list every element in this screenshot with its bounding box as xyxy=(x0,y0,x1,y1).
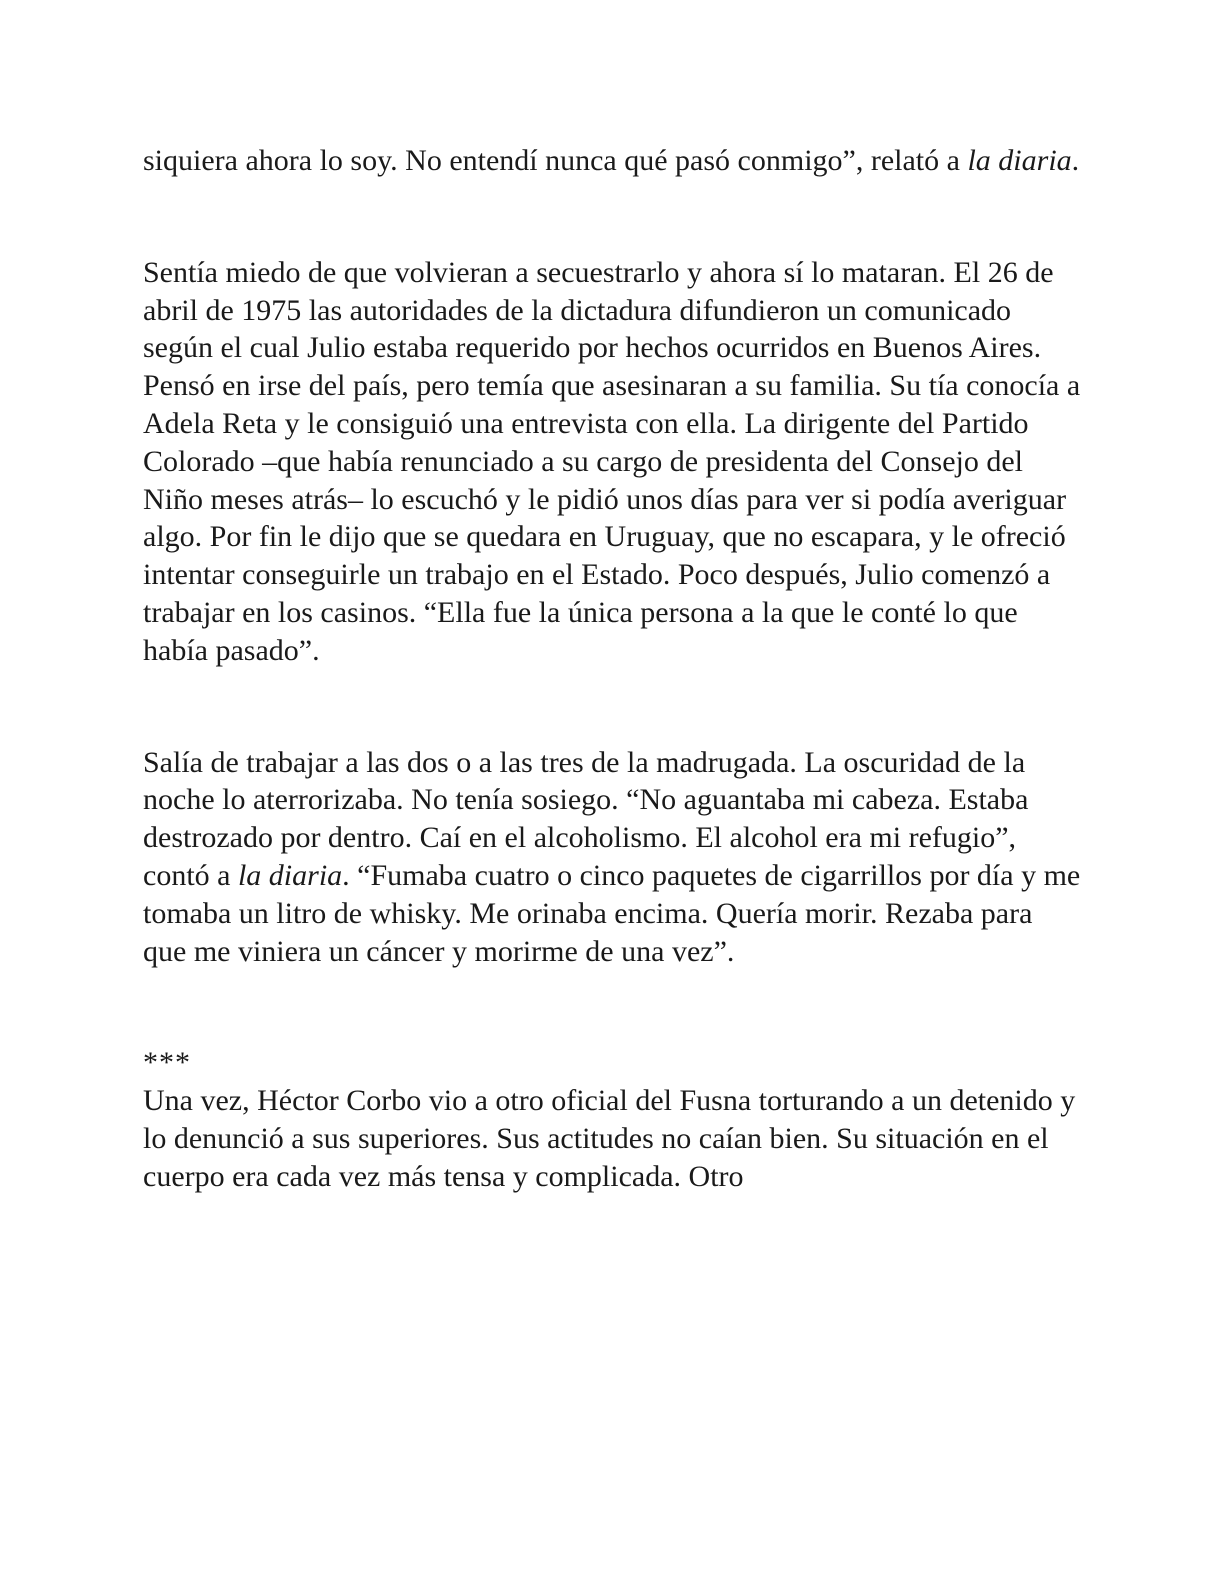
document-page xyxy=(143,142,1083,1196)
paragraph-1-text: siquiera ahora lo soy. No entendí nunca qué pasó conmigo”, relató a xyxy=(143,144,968,177)
paragraph-1 xyxy=(143,142,1083,180)
paragraph-2: Sentía miedo de que volvieran a secuestrarlo y ahora sí lo mataran. El 26 de abril de 1975 las autoridades de la dictadura difundieron un comunicado según el cual Julio estaba requerido por hechos ocurridos en Buenos Aires. Pensó en irse del país, pero temía que asesinaran a su familia. Su tía conocía a Adela Reta y le consiguió una entrevista con ella. La dirigente del Partido Colorado –que había renunciado a su cargo de presidenta del Consejo del Niño meses atrás– lo escuchó y le pidió unos días para ver si podía averiguar algo. Por fin le dijo que se quedara en Uruguay, que no escapara, y le ofreció intentar conseguirle un trabajo en el Estado. Poco después, Julio comenzó a trabajar en los casinos. “Ella fue la única persona a la que le conté lo que había pasado”. xyxy=(143,255,1081,667)
publication-name: la diaria xyxy=(967,144,1072,177)
paragraph-3 xyxy=(143,744,1083,971)
section-separator: *** xyxy=(143,1046,191,1080)
paragraph-3-end: . “Fumaba cuatro o cinco paquetes de cigarrillos por día y me tomaba un litro de whisky. Me orinaba encima. Quería morir. Rezaba para que me viniera un cáncer y morirme de una vez”. xyxy=(143,858,1081,968)
publication-name: la diaria xyxy=(237,858,343,892)
paragraph-3-text: Salía de trabajar a las dos o a las tres de la madrugada. La oscuridad de la noche lo aterrorizaba. No tenía sosiego. “No aguantaba mi cabeza. Estaba destrozado por dentro. Caí en el alcoholismo. El alcohol era mi refugio”, contó a xyxy=(143,745,1029,892)
paragraph-1-end: . xyxy=(1071,144,1080,177)
paragraph-4: Una vez, Héctor Corbo vio a otro oficial del Fusna torturando a un detenido y lo denunció a sus superiores. Sus actitudes no caían bien. Su situación en el cuerpo era cada vez más tensa y complicada. Otro xyxy=(143,1084,1076,1193)
